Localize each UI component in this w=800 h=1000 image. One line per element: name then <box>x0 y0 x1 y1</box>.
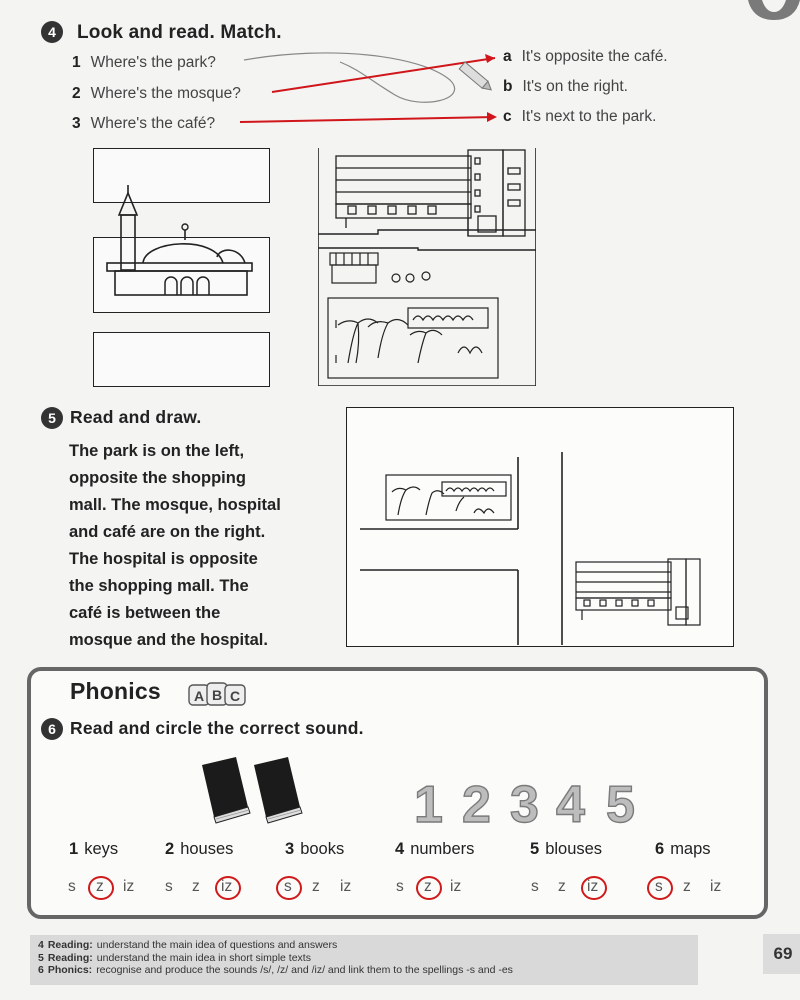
question-1: 1 Where's the park? <box>72 54 216 71</box>
cafe-drawing <box>330 253 430 283</box>
exercise-6-badge: 6 <box>41 718 63 740</box>
answer-circle-3 <box>276 876 302 900</box>
read-and-draw-text: The park is on the left, opposite the shopping mall. The mosque, hospital and café are on the right. The hospital is opposite the shopping mall. The café is between the mosque and the hospital. <box>69 442 281 649</box>
answer-circle-4 <box>416 876 442 900</box>
answer-circle-1 <box>88 876 114 900</box>
phonics-word-4: 4 numbers <box>395 840 475 858</box>
objective-5: 5 Reading: understand the main idea in short simple texts <box>38 951 311 964</box>
svg-text:A: A <box>194 688 205 704</box>
match-arrow-3c <box>487 112 497 122</box>
svg-text:B: B <box>212 687 223 703</box>
digit-4: 4 <box>556 776 585 830</box>
question-2: 2 Where's the mosque? <box>72 85 241 102</box>
answer-b: b It's on the right. <box>503 78 628 95</box>
exercise-5-title: Read and draw. <box>70 407 202 427</box>
sound-3-iz[interactable]: iz <box>340 878 352 895</box>
answer-circle-5 <box>581 876 607 900</box>
sound-3-s[interactable]: s <box>284 878 292 895</box>
objective-4: 4 Reading: understand the main idea of questions and answers <box>38 939 338 951</box>
objective-6: 6 Phonics: recognise and produce the sounds /s/, /z/ and /iz/ and link them to the spellings -s and -es <box>38 964 513 976</box>
numbers-picture <box>410 768 660 830</box>
book-icon <box>202 757 250 823</box>
sound-4-iz[interactable]: iz <box>450 878 462 895</box>
label-box-bottom[interactable] <box>93 332 270 387</box>
book-icon <box>254 757 302 823</box>
digit-1: 1 <box>414 776 443 830</box>
sound-5-s[interactable]: s <box>531 878 539 895</box>
drawing-area-map <box>346 407 734 647</box>
matching-lines <box>0 0 800 140</box>
sound-4-z[interactable]: z <box>424 878 432 895</box>
page-number: 69 <box>763 934 800 974</box>
exercise-4-badge: 4 <box>41 21 63 43</box>
phonics-word-5: 5 blouses <box>530 840 603 858</box>
answer-a: a It's opposite the café. <box>503 48 668 65</box>
sound-1-s[interactable]: s <box>68 878 76 895</box>
sound-6-z[interactable]: z <box>683 878 691 895</box>
sound-1-iz[interactable]: iz <box>123 878 135 895</box>
sound-5-z[interactable]: z <box>558 878 566 895</box>
answer-circle-2 <box>215 876 241 900</box>
park-sketch <box>386 475 511 520</box>
books-picture <box>196 755 311 825</box>
exercise-6-instruction: Read and circle the correct sound. <box>70 718 364 738</box>
question-3: 3 Where's the café? <box>72 115 216 132</box>
ex4-map-drawing <box>318 148 536 386</box>
digit-5: 5 <box>606 776 635 830</box>
sound-2-z[interactable]: z <box>192 878 200 895</box>
pencil-icon <box>459 62 494 93</box>
sound-2-s[interactable]: s <box>165 878 173 895</box>
corner-tab-decoration <box>748 0 800 22</box>
learning-objectives-footer <box>30 935 698 985</box>
match-arrow-2a <box>485 54 495 63</box>
phonics-title: Phonics <box>70 678 161 704</box>
sound-6-s[interactable]: s <box>655 878 663 895</box>
digit-3: 3 <box>510 776 539 830</box>
match-line-3c <box>240 117 495 122</box>
answer-circle-6 <box>647 876 673 900</box>
match-line-2a <box>272 58 495 92</box>
mosque-drawing <box>105 185 265 300</box>
shopping-mall-drawing <box>336 150 525 236</box>
phonics-word-6: 6 maps <box>655 840 711 858</box>
hospital-sketch <box>576 559 700 625</box>
svg-text:C: C <box>230 688 241 704</box>
phonics-word-1: 1 keys <box>69 840 119 858</box>
sound-4-s[interactable]: s <box>396 878 404 895</box>
pencil-match-loop <box>244 53 455 102</box>
sound-5-iz[interactable]: iz <box>587 878 599 895</box>
sound-3-z[interactable]: z <box>312 878 320 895</box>
phonics-word-3: 3 books <box>285 840 345 858</box>
park-drawing <box>328 298 498 378</box>
answer-c: c It's next to the park. <box>503 108 657 125</box>
digit-2: 2 <box>462 776 491 830</box>
exercise-4-title: Look and read. Match. <box>77 22 282 43</box>
sound-2-iz[interactable]: iz <box>221 878 233 895</box>
sound-1-z[interactable]: z <box>96 878 104 895</box>
phonics-word-2: 2 houses <box>165 840 234 858</box>
abc-badge-icon <box>187 681 251 709</box>
sound-6-iz[interactable]: iz <box>710 878 722 895</box>
exercise-5-badge: 5 <box>41 407 63 429</box>
